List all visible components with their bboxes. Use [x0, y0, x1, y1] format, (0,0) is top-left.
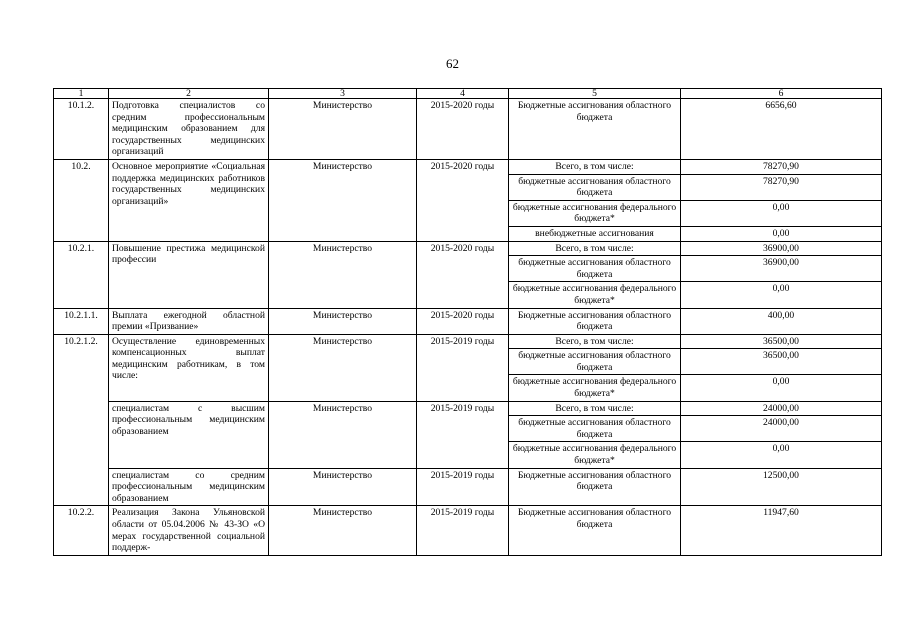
table-row — [54, 506, 882, 555]
table-row — [54, 308, 882, 334]
table-row — [54, 241, 882, 256]
item-number: 10.2.2. — [54, 506, 109, 555]
funding-amount: 36500,00 — [681, 334, 882, 349]
table-row — [54, 99, 882, 160]
funding-amount: 36900,00 — [681, 241, 882, 256]
item-description: Осуществление единовременных компенсационных выплат медицинским работникам, в том числе: — [109, 334, 269, 401]
item-period: 2015-2019 годы — [417, 334, 509, 401]
item-executor: Министерство — [269, 159, 417, 241]
item-executor: Министерство — [269, 468, 417, 506]
column-number: 4 — [417, 89, 509, 99]
funding-source: бюджетные ассигнования федерального бюджета* — [509, 282, 681, 308]
funding-source: Бюджетные ассигнования областного бюджета — [509, 506, 681, 555]
table-row — [54, 401, 882, 416]
program-table — [53, 88, 882, 556]
item-executor: Министерство — [269, 334, 417, 401]
funding-source: Всего, в том числе: — [509, 159, 681, 174]
funding-amount: 11947,60 — [681, 506, 882, 555]
funding-amount: 0,00 — [681, 442, 882, 468]
item-description: Основное мероприятие «Социальная поддержка медицинских работников государственных медицинских организаций» — [109, 159, 269, 241]
item-description: специалистам со средним профессиональным медицинским образованием — [109, 468, 269, 506]
item-executor: Министерство — [269, 401, 417, 468]
page-number: 62 — [446, 56, 459, 71]
funding-source: бюджетные ассигнования федерального бюджета* — [509, 442, 681, 468]
funding-source: Всего, в том числе: — [509, 401, 681, 416]
column-number: 1 — [54, 89, 109, 99]
item-number: 10.1.2. — [54, 99, 109, 160]
funding-amount: 36900,00 — [681, 256, 882, 282]
column-number: 6 — [681, 89, 882, 99]
funding-amount: 36500,00 — [681, 349, 882, 375]
funding-source: Всего, в том числе: — [509, 241, 681, 256]
funding-source: Бюджетные ассигнования областного бюджета — [509, 468, 681, 506]
funding-amount: 78270,90 — [681, 174, 882, 200]
funding-source: бюджетные ассигнования областного бюджета — [509, 174, 681, 200]
item-number: 10.2. — [54, 159, 109, 241]
item-description: Повышение престижа медицинской профессии — [109, 241, 269, 308]
item-period: 2015-2019 годы — [417, 468, 509, 506]
funding-amount: 12500,00 — [681, 468, 882, 506]
item-number: 10.2.1. — [54, 241, 109, 308]
funding-source: Всего, в том числе: — [509, 334, 681, 349]
table-row — [54, 159, 882, 174]
item-period: 2015-2020 годы — [417, 241, 509, 308]
column-number-row — [54, 89, 882, 99]
funding-source: внебюджетные ассигнования — [509, 226, 681, 241]
table-row — [54, 468, 882, 506]
item-period: 2015-2020 годы — [417, 159, 509, 241]
funding-source: бюджетные ассигнования областного бюджета — [509, 349, 681, 375]
item-description: Реализация Закона Ульяновской области от 05.04.2006 № 43-ЗО «О мерах государственной социальной поддерж- — [109, 506, 269, 555]
column-number: 2 — [109, 89, 269, 99]
funding-source: Бюджетные ассигнования областного бюджета — [509, 99, 681, 160]
funding-amount: 0,00 — [681, 200, 882, 226]
item-executor: Министерство — [269, 506, 417, 555]
item-period: 2015-2019 годы — [417, 506, 509, 555]
item-executor: Министерство — [269, 308, 417, 334]
funding-amount: 400,00 — [681, 308, 882, 334]
column-number: 3 — [269, 89, 417, 99]
item-description: Выплата ежегодной областной премии «Призвание» — [109, 308, 269, 334]
item-period: 2015-2019 годы — [417, 401, 509, 468]
funding-amount: 0,00 — [681, 375, 882, 401]
item-executor: Министерство — [269, 241, 417, 308]
funding-source: бюджетные ассигнования федерального бюджета* — [509, 200, 681, 226]
item-executor: Министерство — [269, 99, 417, 160]
funding-amount: 78270,90 — [681, 159, 882, 174]
funding-amount: 0,00 — [681, 226, 882, 241]
funding-amount: 24000,00 — [681, 401, 882, 416]
item-number: 10.2.1.2. — [54, 334, 109, 506]
item-period: 2015-2020 годы — [417, 308, 509, 334]
column-number: 5 — [509, 89, 681, 99]
funding-source: бюджетные ассигнования федерального бюджета* — [509, 375, 681, 401]
table-row — [54, 334, 882, 349]
funding-source: Бюджетные ассигнования областного бюджета — [509, 308, 681, 334]
funding-source: бюджетные ассигнования областного бюджета — [509, 416, 681, 442]
item-description: Подготовка специалистов со средним профессиональным медицинским образованием для государственных медицинских организаций — [109, 99, 269, 160]
item-number: 10.2.1.1. — [54, 308, 109, 334]
funding-amount: 24000,00 — [681, 416, 882, 442]
funding-amount: 6656,60 — [681, 99, 882, 160]
funding-source: бюджетные ассигнования областного бюджета — [509, 256, 681, 282]
item-description: специалистам с высшим профессиональным медицинским образованием — [109, 401, 269, 468]
funding-amount: 0,00 — [681, 282, 882, 308]
item-period: 2015-2020 годы — [417, 99, 509, 160]
